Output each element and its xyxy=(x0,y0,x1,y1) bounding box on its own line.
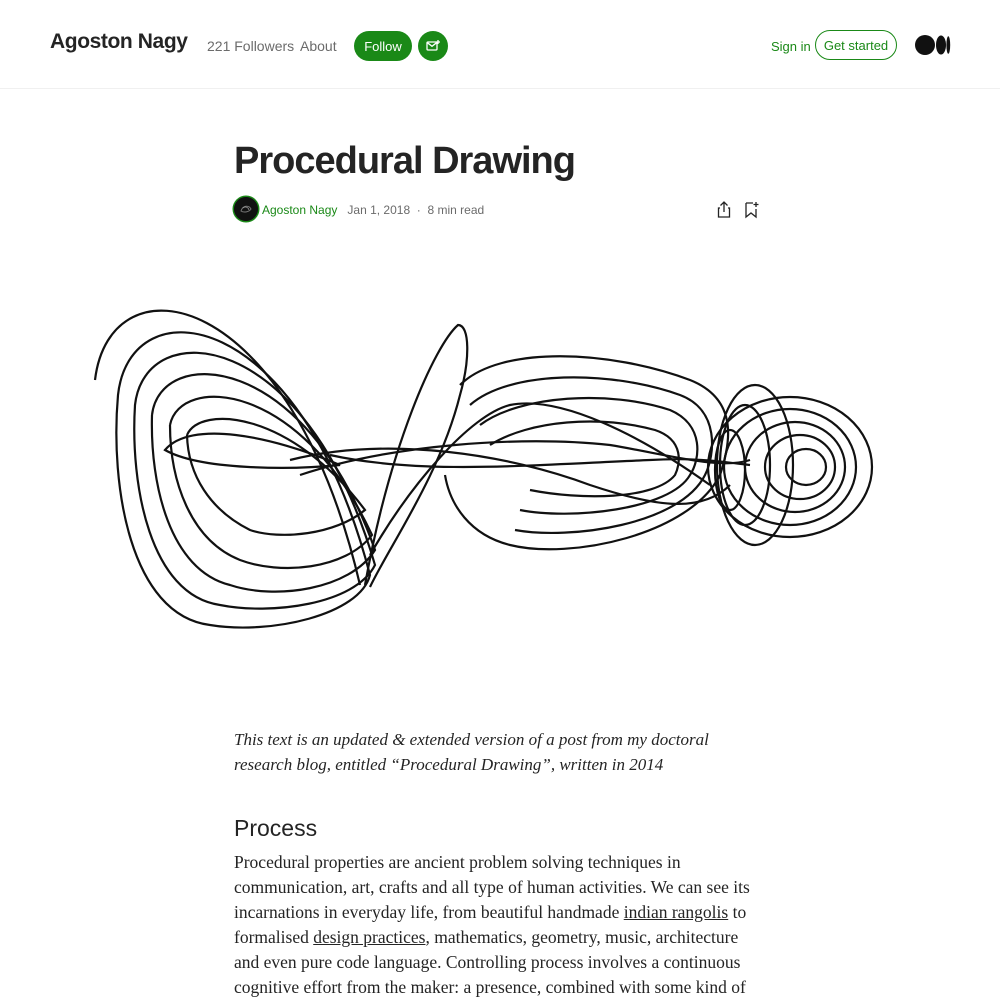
publish-date: Jan 1, 2018 xyxy=(347,203,411,217)
author-avatar[interactable] xyxy=(234,197,258,221)
section-heading-process: Process xyxy=(234,815,318,841)
article-byline xyxy=(262,203,484,217)
article-intro: This text is an updated & extended version of a post from my doctoral research blog, entitled “Procedural Drawing”, written in 2014 xyxy=(234,730,709,774)
hero-procedural-drawing-image xyxy=(90,285,890,645)
article-title: Procedural Drawing xyxy=(234,140,575,182)
hero-curve-left-2 xyxy=(116,332,370,627)
top-navigation-bar xyxy=(0,0,1000,89)
medium-logo-icon[interactable] xyxy=(915,34,951,56)
body-text-3: , mathematics, geometry, music, architecture and even pure code language. Controlling process involves a continuous cognitive effort from the maker: a presence, combined with some kind of xyxy=(234,927,746,997)
hero-strand-3 xyxy=(330,455,750,467)
bookmark-icon[interactable] xyxy=(741,200,761,220)
design-practices-link[interactable]: design practices xyxy=(313,927,426,947)
followers-link[interactable]: 221 Followers xyxy=(207,38,295,54)
sign-in-link[interactable]: Sign in xyxy=(771,39,811,54)
subscribe-button[interactable] xyxy=(418,31,448,61)
hero-spiral-2 xyxy=(724,409,856,525)
get-started-button[interactable]: Get started xyxy=(815,30,897,60)
about-link[interactable]: About xyxy=(300,38,337,54)
author-name-link[interactable]: Agoston Nagy xyxy=(262,203,338,217)
read-time: 8 min read xyxy=(427,203,485,217)
hero-right-2 xyxy=(470,377,712,533)
publication-name[interactable]: Agoston Nagy xyxy=(50,30,188,53)
meta-separator: · xyxy=(416,203,421,217)
subscribe-mail-icon xyxy=(425,38,441,54)
follow-button[interactable]: Follow xyxy=(354,31,412,61)
article-body-paragraph xyxy=(234,850,764,1000)
indian-rangolis-link[interactable]: indian rangolis xyxy=(623,902,729,922)
body-text-2: to formalised xyxy=(234,902,747,947)
avatar-image xyxy=(234,197,258,221)
body-text-1: Procedural properties are ancient problem solving techniques in communication, art, crafts and all type of human activities. We can see its incarnations in everyday life, from beautiful handmade xyxy=(234,852,750,922)
share-icon[interactable] xyxy=(714,200,734,220)
hero-right-1 xyxy=(445,356,728,549)
hero-spiral-4 xyxy=(765,435,835,499)
